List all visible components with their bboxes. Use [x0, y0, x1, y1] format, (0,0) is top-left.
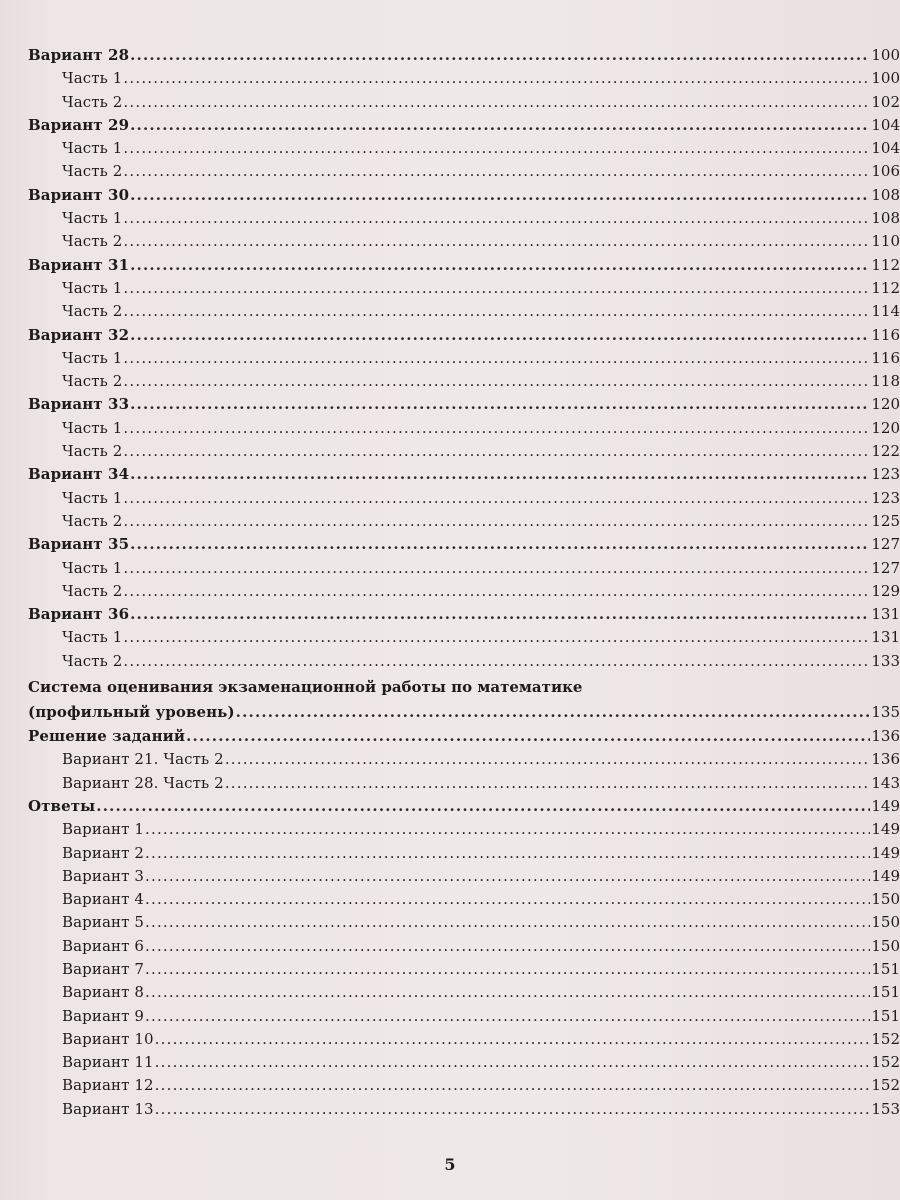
toc-leader-dots	[145, 935, 870, 958]
toc-leader-dots	[155, 1074, 871, 1097]
toc-entry[interactable]	[28, 137, 900, 160]
toc-leader-dots	[225, 772, 871, 795]
toc-entry-page: 149	[871, 796, 900, 815]
toc-entry[interactable]	[28, 44, 900, 67]
toc-entry-page: 112	[871, 278, 900, 297]
toc-entry-page: 150	[871, 936, 900, 955]
toc-entry[interactable]	[28, 842, 900, 865]
toc-entry-label: Вариант 4	[62, 890, 145, 909]
toc-leader-dots	[225, 748, 871, 771]
toc-leader-dots	[130, 254, 870, 277]
toc-entry-page: 149	[871, 843, 900, 862]
toc-entry[interactable]	[28, 725, 900, 748]
toc-entry[interactable]	[28, 300, 900, 323]
toc-entry-label: Вариант 12	[62, 1076, 154, 1095]
toc-entry-page: 135	[871, 703, 900, 722]
toc-entry-label: Вариант 21. Часть 2	[62, 750, 224, 769]
toc-entry-label: Вариант 28. Часть 2	[62, 773, 224, 792]
toc-leader-dots	[123, 626, 870, 649]
toc-entry-label: Ответы	[28, 796, 96, 815]
toc-entry-label: Часть 2	[62, 511, 123, 530]
toc-entry-label: Часть 2	[62, 651, 123, 670]
toc-entry[interactable]	[28, 795, 900, 818]
toc-entry-page: 118	[871, 372, 900, 391]
toc-entry[interactable]	[28, 818, 900, 841]
toc-leader-dots	[123, 91, 870, 114]
toc-entry-label: Вариант 30	[28, 185, 130, 204]
toc-entry[interactable]	[28, 184, 900, 207]
toc-leader-dots	[123, 557, 870, 580]
toc-leader-dots	[130, 324, 870, 347]
page-number: 5	[444, 1155, 456, 1174]
toc-entry-label: Вариант 3	[62, 866, 145, 885]
toc-entry[interactable]	[28, 417, 900, 440]
toc-entry-page: 152	[871, 1053, 900, 1072]
toc-entry[interactable]	[28, 865, 900, 888]
toc-entry-page: 127	[871, 535, 900, 554]
toc-entry-page: 108	[871, 185, 900, 204]
toc-section-solutions-answers	[28, 725, 900, 1121]
toc-leader-dots	[130, 184, 870, 207]
toc-entry-label: Вариант 13	[62, 1099, 154, 1118]
toc-leader-dots	[130, 44, 870, 67]
toc-entry[interactable]	[28, 981, 900, 1004]
toc-leader-dots	[123, 347, 870, 370]
toc-entry-page: 102	[871, 92, 900, 111]
toc-entry-label: Вариант 32	[28, 325, 130, 344]
toc-leader-dots	[123, 137, 870, 160]
toc-entry-page: 114	[871, 302, 900, 321]
toc-entry[interactable]	[28, 626, 900, 649]
toc-leader-dots	[123, 510, 870, 533]
toc-leader-dots	[130, 463, 870, 486]
toc-leader-dots	[123, 440, 870, 463]
toc-entry-label: Часть 2	[62, 92, 123, 111]
toc-entry[interactable]	[28, 958, 900, 981]
toc-entry-label: Часть 1	[62, 69, 123, 88]
toc-entry-label: Вариант 31	[28, 255, 130, 274]
toc-entry-label: Вариант 29	[28, 115, 130, 134]
toc-entry-label: (профильный уровень)	[28, 703, 235, 722]
toc-entry-page: 151	[871, 983, 900, 1002]
toc-entry-page: 131	[871, 605, 900, 624]
toc-entry-label: Часть 1	[62, 278, 123, 297]
toc-entry[interactable]	[28, 1051, 900, 1074]
toc-entry-page: 149	[871, 866, 900, 885]
toc-leader-dots	[145, 865, 870, 888]
toc-entry-page: 120	[871, 395, 900, 414]
toc-entry-label: Вариант 6	[62, 936, 145, 955]
toc-leader-dots	[123, 300, 870, 323]
toc-entry-label: Часть 2	[62, 302, 123, 321]
toc-entry-page: 149	[871, 820, 900, 839]
toc-leader-dots	[123, 67, 870, 90]
toc-entry[interactable]	[28, 487, 900, 510]
toc-entry-label: Часть 2	[62, 372, 123, 391]
toc-entry-label: Часть 1	[62, 628, 123, 647]
toc-entry[interactable]	[28, 347, 900, 370]
toc-entry-page: 123	[871, 488, 900, 507]
toc-entry[interactable]	[28, 463, 900, 486]
toc-section-variants	[28, 44, 900, 673]
toc-entry-label: Вариант 8	[62, 983, 145, 1002]
toc-entry-page: 106	[871, 162, 900, 181]
toc-entry[interactable]	[28, 91, 900, 114]
toc-entry[interactable]	[28, 277, 900, 300]
toc-entry-label: Часть 1	[62, 558, 123, 577]
toc-leader-dots	[96, 795, 870, 818]
toc-entry-page: 127	[871, 558, 900, 577]
toc-leader-dots	[155, 1051, 871, 1074]
toc-entry[interactable]	[28, 510, 900, 533]
toc-entry-page: 122	[871, 442, 900, 461]
toc-entry-label: Часть 2	[62, 581, 123, 600]
toc-entry[interactable]	[28, 772, 900, 795]
toc-leader-dots	[123, 160, 870, 183]
toc-leader-dots	[145, 842, 870, 865]
toc-entry-label: Вариант 35	[28, 535, 130, 554]
toc-entry-label: Часть 1	[62, 488, 123, 507]
toc-entry[interactable]	[28, 888, 900, 911]
toc-entry[interactable]	[28, 911, 900, 934]
toc-entry-label: Вариант 28	[28, 46, 130, 64]
toc-leader-dots	[145, 888, 870, 911]
toc-entry-page: 151	[871, 1006, 900, 1025]
toc-entry-page: 104	[871, 115, 900, 134]
table-of-contents	[28, 44, 900, 1121]
toc-entry-label: Часть 1	[62, 348, 123, 367]
toc-entry[interactable]	[28, 207, 900, 230]
toc-leader-dots	[123, 207, 870, 230]
toc-leader-dots	[123, 277, 870, 300]
toc-entry[interactable]	[28, 324, 900, 347]
toc-leader-dots	[236, 700, 871, 725]
toc-entry-page: 100	[871, 69, 900, 88]
toc-entry[interactable]	[28, 650, 900, 673]
toc-entry-label: Вариант 9	[62, 1006, 145, 1025]
toc-leader-dots	[123, 650, 870, 673]
toc-entry[interactable]	[28, 1074, 900, 1097]
toc-entry-page: 153	[871, 1099, 900, 1118]
toc-grading-title-line1: Система оценивания экзаменационной работы по математике	[28, 678, 583, 697]
toc-leader-dots	[130, 603, 870, 626]
toc-entry-page: 116	[871, 325, 900, 344]
toc-entry-label: Вариант 7	[62, 959, 145, 978]
toc-leader-dots	[145, 911, 870, 934]
toc-entry-label: Часть 2	[62, 442, 123, 461]
toc-leader-dots	[130, 114, 870, 137]
toc-leader-dots	[155, 1098, 871, 1121]
toc-entry-page: 100	[871, 46, 900, 64]
toc-leader-dots	[123, 230, 870, 253]
toc-entry-label: Вариант 1	[62, 820, 145, 839]
toc-entry[interactable]	[28, 160, 900, 183]
toc-entry-page: 125	[871, 511, 900, 530]
toc-entry-page: 104	[871, 139, 900, 158]
toc-entry-label: Часть 2	[62, 232, 123, 251]
toc-entry-label: Часть 2	[62, 162, 123, 181]
toc-leader-dots	[123, 487, 870, 510]
toc-leader-dots	[123, 370, 870, 393]
toc-entry[interactable]	[28, 1098, 900, 1121]
toc-entry-page: 150	[871, 913, 900, 932]
toc-leader-dots	[145, 1005, 870, 1028]
toc-entry-label: Вариант 36	[28, 605, 130, 624]
toc-leader-dots	[186, 725, 870, 748]
toc-entry-page: 108	[871, 209, 900, 228]
toc-leader-dots	[123, 417, 870, 440]
toc-entry[interactable]	[28, 230, 900, 253]
toc-entry[interactable]	[28, 603, 900, 626]
toc-leader-dots	[145, 981, 870, 1004]
toc-entry-page: 131	[871, 628, 900, 647]
toc-entry-label: Вариант 33	[28, 395, 130, 414]
toc-entry-page: 116	[871, 348, 900, 367]
toc-entry-label: Решение заданий	[28, 727, 186, 746]
toc-leader-dots	[123, 580, 870, 603]
toc-entry[interactable]	[28, 440, 900, 463]
toc-entry-label: Часть 1	[62, 139, 123, 158]
toc-leader-dots	[130, 533, 870, 556]
toc-entry[interactable]	[28, 370, 900, 393]
toc-entry-label: Вариант 11	[62, 1053, 154, 1072]
toc-entry-page: 110	[871, 232, 900, 251]
toc-entry[interactable]	[28, 1005, 900, 1028]
toc-entry-label: Вариант 5	[62, 913, 145, 932]
toc-entry-page: 143	[871, 773, 900, 792]
toc-entry-page: 152	[871, 1029, 900, 1048]
toc-leader-dots	[130, 393, 870, 416]
toc-entry[interactable]	[28, 393, 900, 416]
toc-entry-page: 151	[871, 959, 900, 978]
toc-entry-label: Вариант 10	[62, 1029, 154, 1048]
toc-entry-page: 112	[871, 255, 900, 274]
toc-entry-label: Часть 1	[62, 418, 123, 437]
toc-entry-page: 150	[871, 890, 900, 909]
toc-entry-page: 120	[871, 418, 900, 437]
toc-entry[interactable]	[28, 1028, 900, 1051]
toc-entry[interactable]	[28, 533, 900, 556]
toc-entry[interactable]	[28, 935, 900, 958]
toc-entry[interactable]	[28, 67, 900, 90]
toc-entry-page: 133	[871, 651, 900, 670]
toc-entry-label: Вариант 34	[28, 465, 130, 484]
toc-entry-label: Вариант 2	[62, 843, 145, 862]
toc-entry-page: 129	[871, 581, 900, 600]
toc-entry[interactable]	[28, 580, 900, 603]
toc-entry-page: 136	[871, 750, 900, 769]
toc-entry-page: 136	[871, 727, 900, 746]
toc-entry[interactable]	[28, 557, 900, 580]
toc-leader-dots	[145, 818, 870, 841]
toc-entry[interactable]	[28, 254, 900, 277]
toc-entry-page: 123	[871, 465, 900, 484]
toc-entry-label: Часть 1	[62, 209, 123, 228]
toc-entry[interactable]	[28, 748, 900, 771]
toc-entry-page: 152	[871, 1076, 900, 1095]
toc-entry-grading[interactable]	[28, 700, 900, 725]
toc-leader-dots	[145, 958, 870, 981]
toc-entry[interactable]	[28, 114, 900, 137]
toc-leader-dots	[155, 1028, 871, 1051]
